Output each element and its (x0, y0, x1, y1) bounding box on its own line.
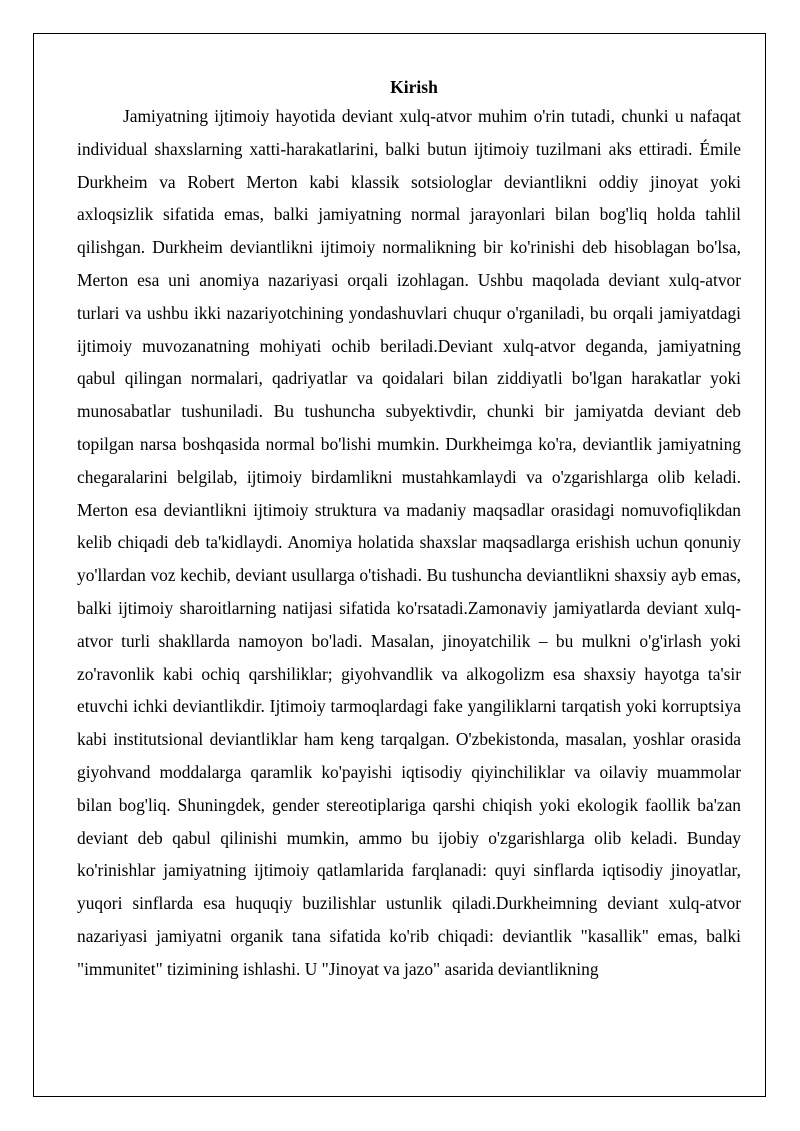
document-title: Kirish (390, 77, 438, 97)
body-paragraph: Jamiyatning ijtimoiy hayotida deviant xulq-atvor muhim o'rin tutadi, chunki u nafaqat individual shaxslarning xatti-harakatlarini, balki butun ijtimoiy tuzilmani aks ettiradi. Émile Durkheim va Robert Merton kabi klassik sotsiologlar deviantlikni oddiy jinoyat yoki axloqsizlik sifatida emas, balki jamiyatning normal jarayonlari bilan bog'liq holda tahlil qilishgan. Durkheim deviantlikni ijtimoiy normalikning bir ko'rinishi deb hisoblagan bo'lsa, Merton esa uni anomiya nazariyasi orqali izohlagan. Ushbu maqolada deviant xulq-atvor turlari va ushbu ikki nazariyotchining yondashuvlari chuqur o'rganiladi, bu orqali jamiyatdagi ijtimoiy muvozanatning mohiyati ochib beriladi.Deviant xulq-atvor deganda, jamiyatning qabul qilingan normalari, qadriyatlar va qoidalari bilan ziddiyatli bo'lgan harakatlar yoki munosabatlar tushuniladi. Bu tushuncha subyektivdir, chunki bir jamiyatda deviant deb topilgan narsa boshqasida normal bo'lishi mumkin. Durkheimga ko'ra, deviantlik jamiyatning chegaralarini belgilab, ijtimoiy birdamlikni mustahkamlaydi va o'zgarishlarga olib keladi. Merton esa deviantlikni ijtimoiy struktura va madaniy maqsadlar orasidagi nomuvofiqlikdan kelib chiqadi deb ta'kidlaydi. Anomiya holatida shaxslar maqsadlarga erishish uchun qonuniy yo'llardan voz kechib, deviant usullarga o'tishadi. Bu tushuncha deviantlikni shaxsiy ayb emas, balki ijtimoiy sharoitlarning natijasi sifatida ko'rsatadi.Zamonaviy jamiyatlarda deviant xulq-atvor turli shakllarda namoyon bo'ladi. Masalan, jinoyatchilik – bu mulkni o'g'irlash yoki zo'ravonlik kabi ochiq qarshiliklar; giyohvandlik va alkogolizm esa shaxsiy hayotga ta'sir etuvchi ichki deviantlikdir. Ijtimoiy tarmoqlardagi fake yangiliklarni tarqatish yoki korruptsiya kabi institutsional deviantliklar ham keng tarqalgan. O'zbekistonda, masalan, yoshlar orasida giyohvand moddalarga qaramlik ko'payishi iqtisodiy qiyinchiliklar va oilaviy muammolar bilan bog'liq. Shuningdek, gender stereotiplariga qarshi chiqish yoki ekologik faollik ba'zan deviant deb qabul qilinishi mumkin, ammo bu ijobiy o'zgarishlarga olib keladi. Bunday ko'rinishlar jamiyatning ijtimoiy qatlamlarida farqlanadi: quyi sinflarda iqtisodiy jinoyatlar, yuqori sinflarda esa huquqiy buzilishlar ustunlik qiladi.Durkheimning deviant xulq-atvor nazariyasi jamiyatni organik tana sifatida ko'rib chiqadi: deviantlik "kasallik" emas, balki "immunitet" tizimining ishlashi. U "Jinoyat va jazo" asarida deviantlikning (77, 106, 741, 979)
document-body (77, 74, 741, 986)
